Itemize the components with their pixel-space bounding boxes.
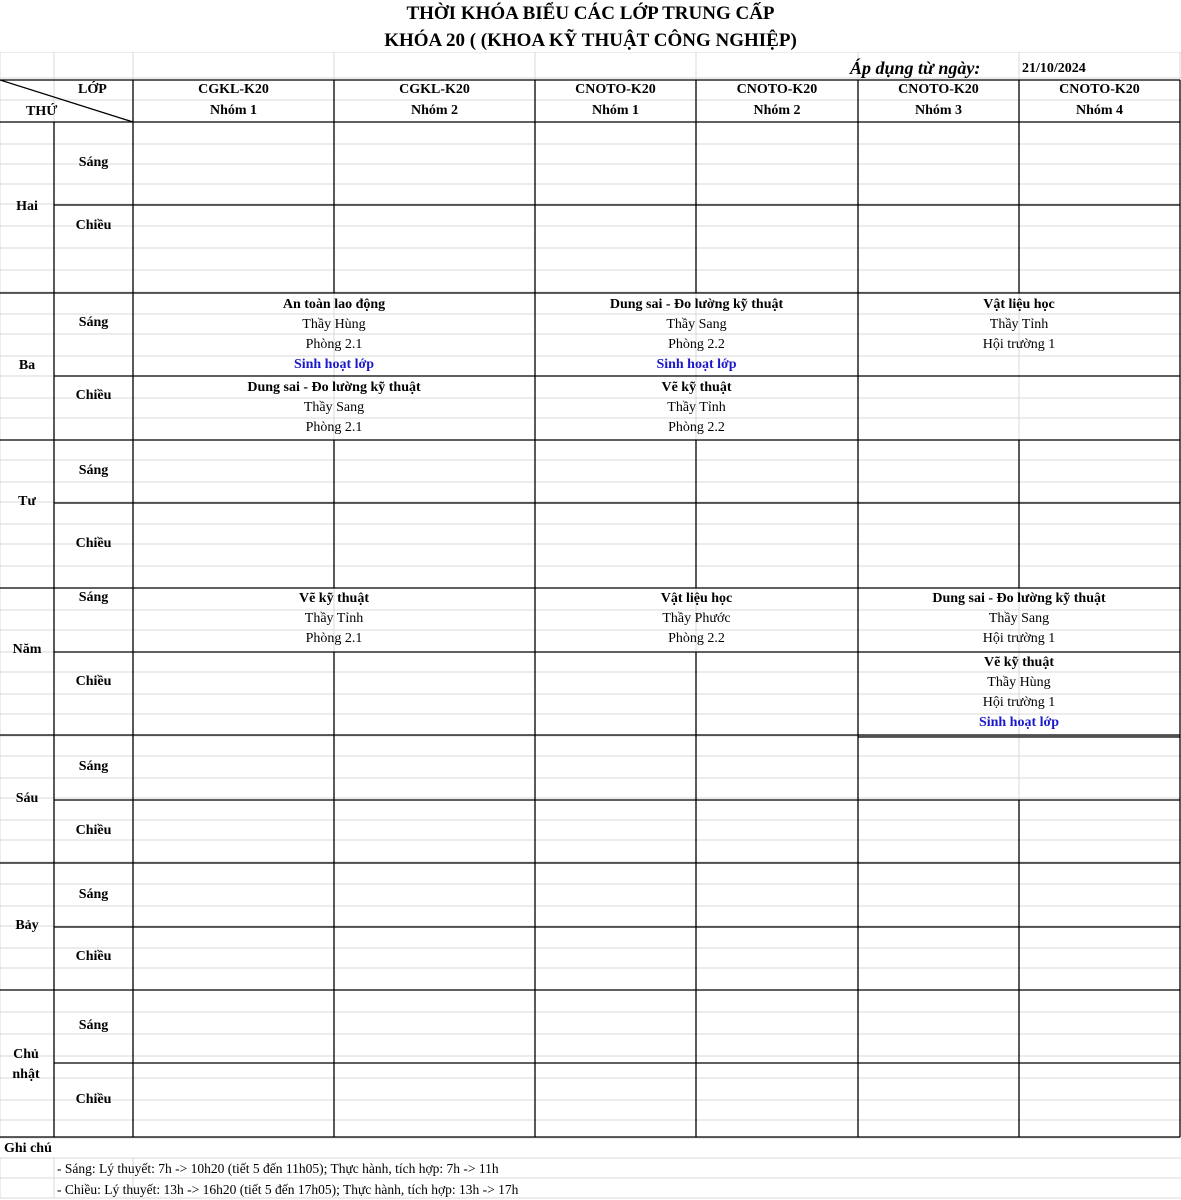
apply-date-value: 21/10/2024	[1022, 61, 1086, 76]
class-meeting: Sinh hoạt lớp	[978, 715, 1060, 730]
session-tu-sang: Sáng	[78, 463, 109, 478]
class-meeting: Sinh hoạt lớp	[656, 357, 737, 372]
room: Phòng 2.1	[305, 337, 363, 352]
class-header-1-code: CGKL-K20	[198, 82, 269, 97]
nam-chieu-cnoto34-cell	[858, 653, 1180, 733]
ba-chieu-cnoto12-cell	[535, 378, 858, 438]
day-sau: Sáu	[15, 791, 39, 806]
room: Phòng 2.2	[668, 420, 725, 435]
teacher: Thầy Tỉnh	[667, 400, 726, 415]
ba-chieu-cgkl-cell	[133, 378, 535, 438]
nam-sang-cgkl-cell	[133, 589, 535, 649]
notes-label: Ghi chú	[4, 1141, 52, 1156]
nam-sang-cnoto34-cell	[858, 589, 1180, 649]
class-header-2-code: CGKL-K20	[399, 82, 470, 97]
day-bay: Bảy	[15, 918, 39, 933]
apply-date-label: Áp dụng từ ngày:	[850, 58, 981, 78]
session-hai-sang: Sáng	[78, 155, 109, 170]
class-header-6-group: Nhóm 4	[1075, 103, 1124, 118]
notes-line-2: - Chiều: Lý thuyết: 13h -> 16h20 (tiết 5 đến 17h05); Thực hành, tích hợp: 13h -> 17h	[57, 1182, 519, 1197]
session-ba-chieu: Chiều	[75, 388, 112, 403]
session-bay-chieu: Chiều	[75, 949, 112, 964]
subject: Vật liệu học	[660, 591, 733, 606]
page-subtitle: KHÓA 20 ( (KHOA KỸ THUẬT CÔNG NGHIỆP)	[384, 30, 797, 51]
ba-sang-cgkl-cell	[133, 295, 535, 375]
room: Hội trường 1	[982, 695, 1056, 710]
day-tu: Tư	[18, 494, 36, 509]
session-nam-chieu: Chiều	[75, 674, 112, 689]
class-meeting: Sinh hoạt lớp	[293, 357, 375, 372]
ba-sang-cnoto12-cell	[535, 295, 858, 375]
teacher: Thầy Tỉnh	[304, 611, 364, 626]
subject: An toàn lao động	[282, 297, 386, 312]
teacher: Thầy Phước	[662, 611, 731, 626]
subject: Vẽ kỹ thuật	[661, 380, 732, 395]
teacher: Thầy Hùng	[987, 675, 1051, 690]
room: Phòng 2.2	[668, 631, 725, 646]
session-cn-chieu: Chiều	[75, 1092, 112, 1107]
teacher: Thầy Sang	[988, 611, 1050, 626]
room: Phòng 2.2	[668, 337, 725, 352]
teacher: Thầy Hùng	[302, 317, 366, 332]
thu-label: THỨ	[26, 104, 58, 119]
room: Phòng 2.1	[305, 631, 363, 646]
class-header-3-code: CNOTO-K20	[575, 82, 656, 97]
session-bay-sang: Sáng	[78, 887, 109, 902]
day-nam: Năm	[12, 642, 42, 657]
header-diagonal	[0, 80, 133, 122]
subject: Dung sai - Đo lường kỹ thuật	[609, 297, 784, 312]
class-header-1-group: Nhóm 1	[209, 103, 258, 118]
day-chu-nhat: Chủ nhật	[12, 1047, 40, 1082]
nam-sang-cnoto12-cell	[535, 589, 858, 649]
ba-sang-cnoto34-cell	[858, 295, 1180, 355]
class-header-3-group: Nhóm 1	[591, 103, 640, 118]
class-header-5-code: CNOTO-K20	[898, 82, 979, 97]
subject: Vẽ kỹ thuật	[298, 591, 369, 606]
subject: Vẽ kỹ thuật	[983, 655, 1054, 670]
session-tu-chieu: Chiều	[75, 536, 112, 551]
class-header-4-code: CNOTO-K20	[736, 82, 818, 97]
room: Phòng 2.1	[305, 420, 363, 435]
class-header-6-code: CNOTO-K20	[1059, 82, 1140, 97]
lop-label: LỚP	[78, 82, 107, 97]
subject: Dung sai - Đo lường kỹ thuật	[932, 591, 1106, 606]
session-nam-sang: Sáng	[78, 590, 109, 605]
day-hai: Hai	[16, 199, 38, 214]
session-cn-sang: Sáng	[78, 1018, 109, 1033]
room: Hội trường 1	[982, 631, 1056, 646]
subject: Vật liệu học	[983, 297, 1055, 312]
teacher: Thầy Sang	[666, 317, 727, 332]
class-header-4-group: Nhóm 2	[753, 103, 801, 118]
class-header-2-group: Nhóm 2	[410, 103, 459, 118]
session-ba-sang: Sáng	[78, 315, 109, 330]
teacher: Thầy Sang	[303, 400, 365, 415]
notes-line-1: - Sáng: Lý thuyết: 7h -> 10h20 (tiết 5 đến 11h05); Thực hành, tích hợp: 7h -> 11h	[57, 1161, 499, 1176]
class-header-5-group: Nhóm 3	[914, 103, 963, 118]
teacher: Thầy Tỉnh	[989, 317, 1049, 332]
subject: Dung sai - Đo lường kỹ thuật	[247, 380, 421, 395]
day-ba: Ba	[18, 358, 36, 373]
page-title: THỜI KHÓA BIỂU CÁC LỚP TRUNG CẤP	[406, 3, 775, 24]
session-sau-chieu: Chiều	[75, 823, 112, 838]
session-hai-chieu: Chiều	[75, 218, 112, 233]
room: Hội trường 1	[982, 337, 1056, 352]
session-sau-sang: Sáng	[78, 759, 109, 774]
